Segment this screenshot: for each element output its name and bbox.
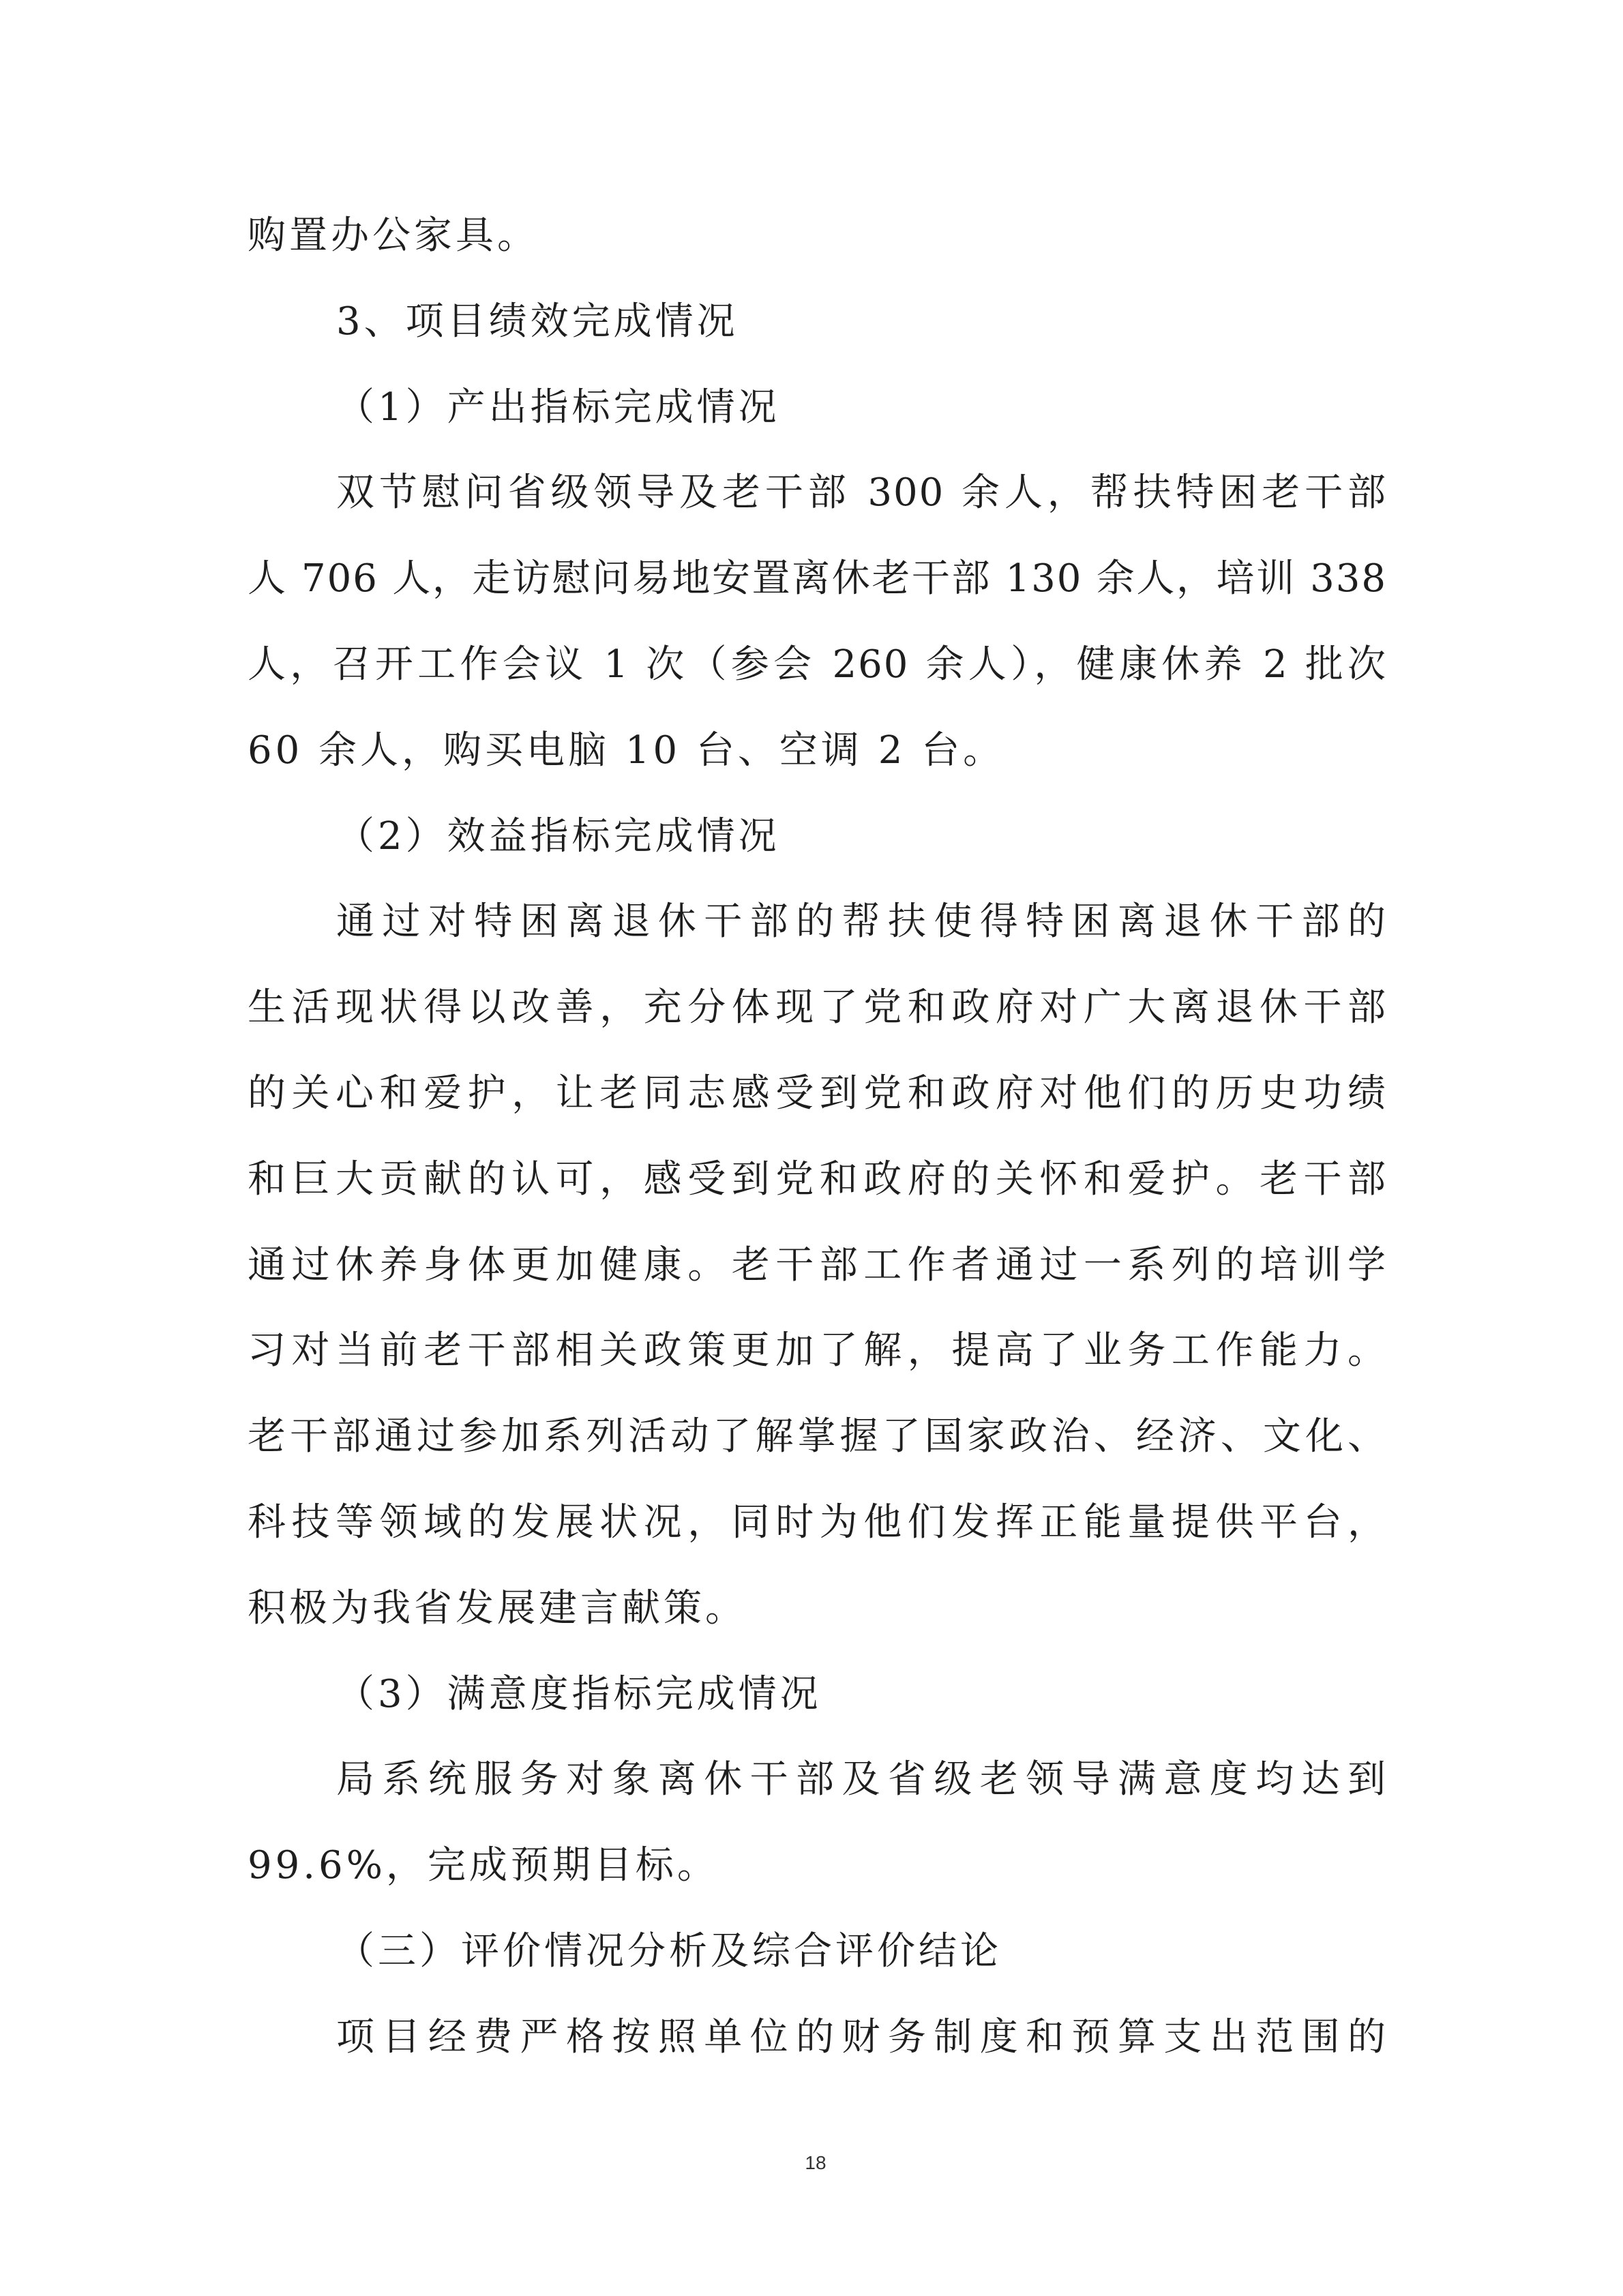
section-heading: 3、项目绩效完成情况 [336,299,739,344]
body-text-line: 项目经费严格按照单位的财务制度和预算支出范围的 [336,2014,1387,2059]
section-heading: （三）评价情况分析及综合评价结论 [336,1929,1002,1973]
body-text-line: 通过对特困离退休干部的帮扶使得特困离退休干部的 [336,899,1387,944]
body-text-line: 局系统服务对象离休干部及省级老领导满意度均达到 [336,1757,1387,1802]
body-text-line: 购置办公家具。 [248,213,539,258]
body-text-line: 和巨大贡献的认可，感受到党和政府的关怀和爱护。老干部 [248,1157,1387,1202]
subsection-heading: （2）效益指标完成情况 [336,814,780,859]
body-text-line: 双节慰问省级领导及老干部 300 余人，帮扶特困老干部 [336,471,1387,516]
body-text-line: 人 706 人，走访慰问易地安置离休老干部 130 余人，培训 338 [248,556,1387,601]
body-text-line: 积极为我省发展建言献策。 [248,1585,747,1630]
body-text-line: 习对当前老干部相关政策更加了解，提高了业务工作能力。 [248,1328,1387,1373]
body-text-line: 的关心和爱护，让老同志感受到党和政府对他们的历史功绩 [248,1071,1387,1116]
body-text-line: 99.6%，完成预期目标。 [248,1843,719,1888]
body-text-line: 老干部通过参加系列活动了解掌握了国家政治、经济、文化、 [248,1414,1387,1459]
body-text-line: 60 余人，购买电脑 10 台、空调 2 台。 [248,728,1005,773]
subsection-heading: （1）产出指标完成情况 [336,385,780,430]
page-number: 18 [805,2152,827,2173]
body-text-line: 通过休养身体更加健康。老干部工作者通过一系列的培训学 [248,1242,1387,1287]
body-text-line: 科技等领域的发展状况，同时为他们发挥正能量提供平台， [248,1500,1387,1545]
body-text-line: 生活现状得以改善，充分体现了党和政府对广大离退休干部 [248,985,1387,1030]
subsection-heading: （3）满意度指标完成情况 [336,1671,822,1716]
body-text-line: 人，召开工作会议 1 次（参会 260 余人），健康休养 2 批次 [248,642,1387,687]
